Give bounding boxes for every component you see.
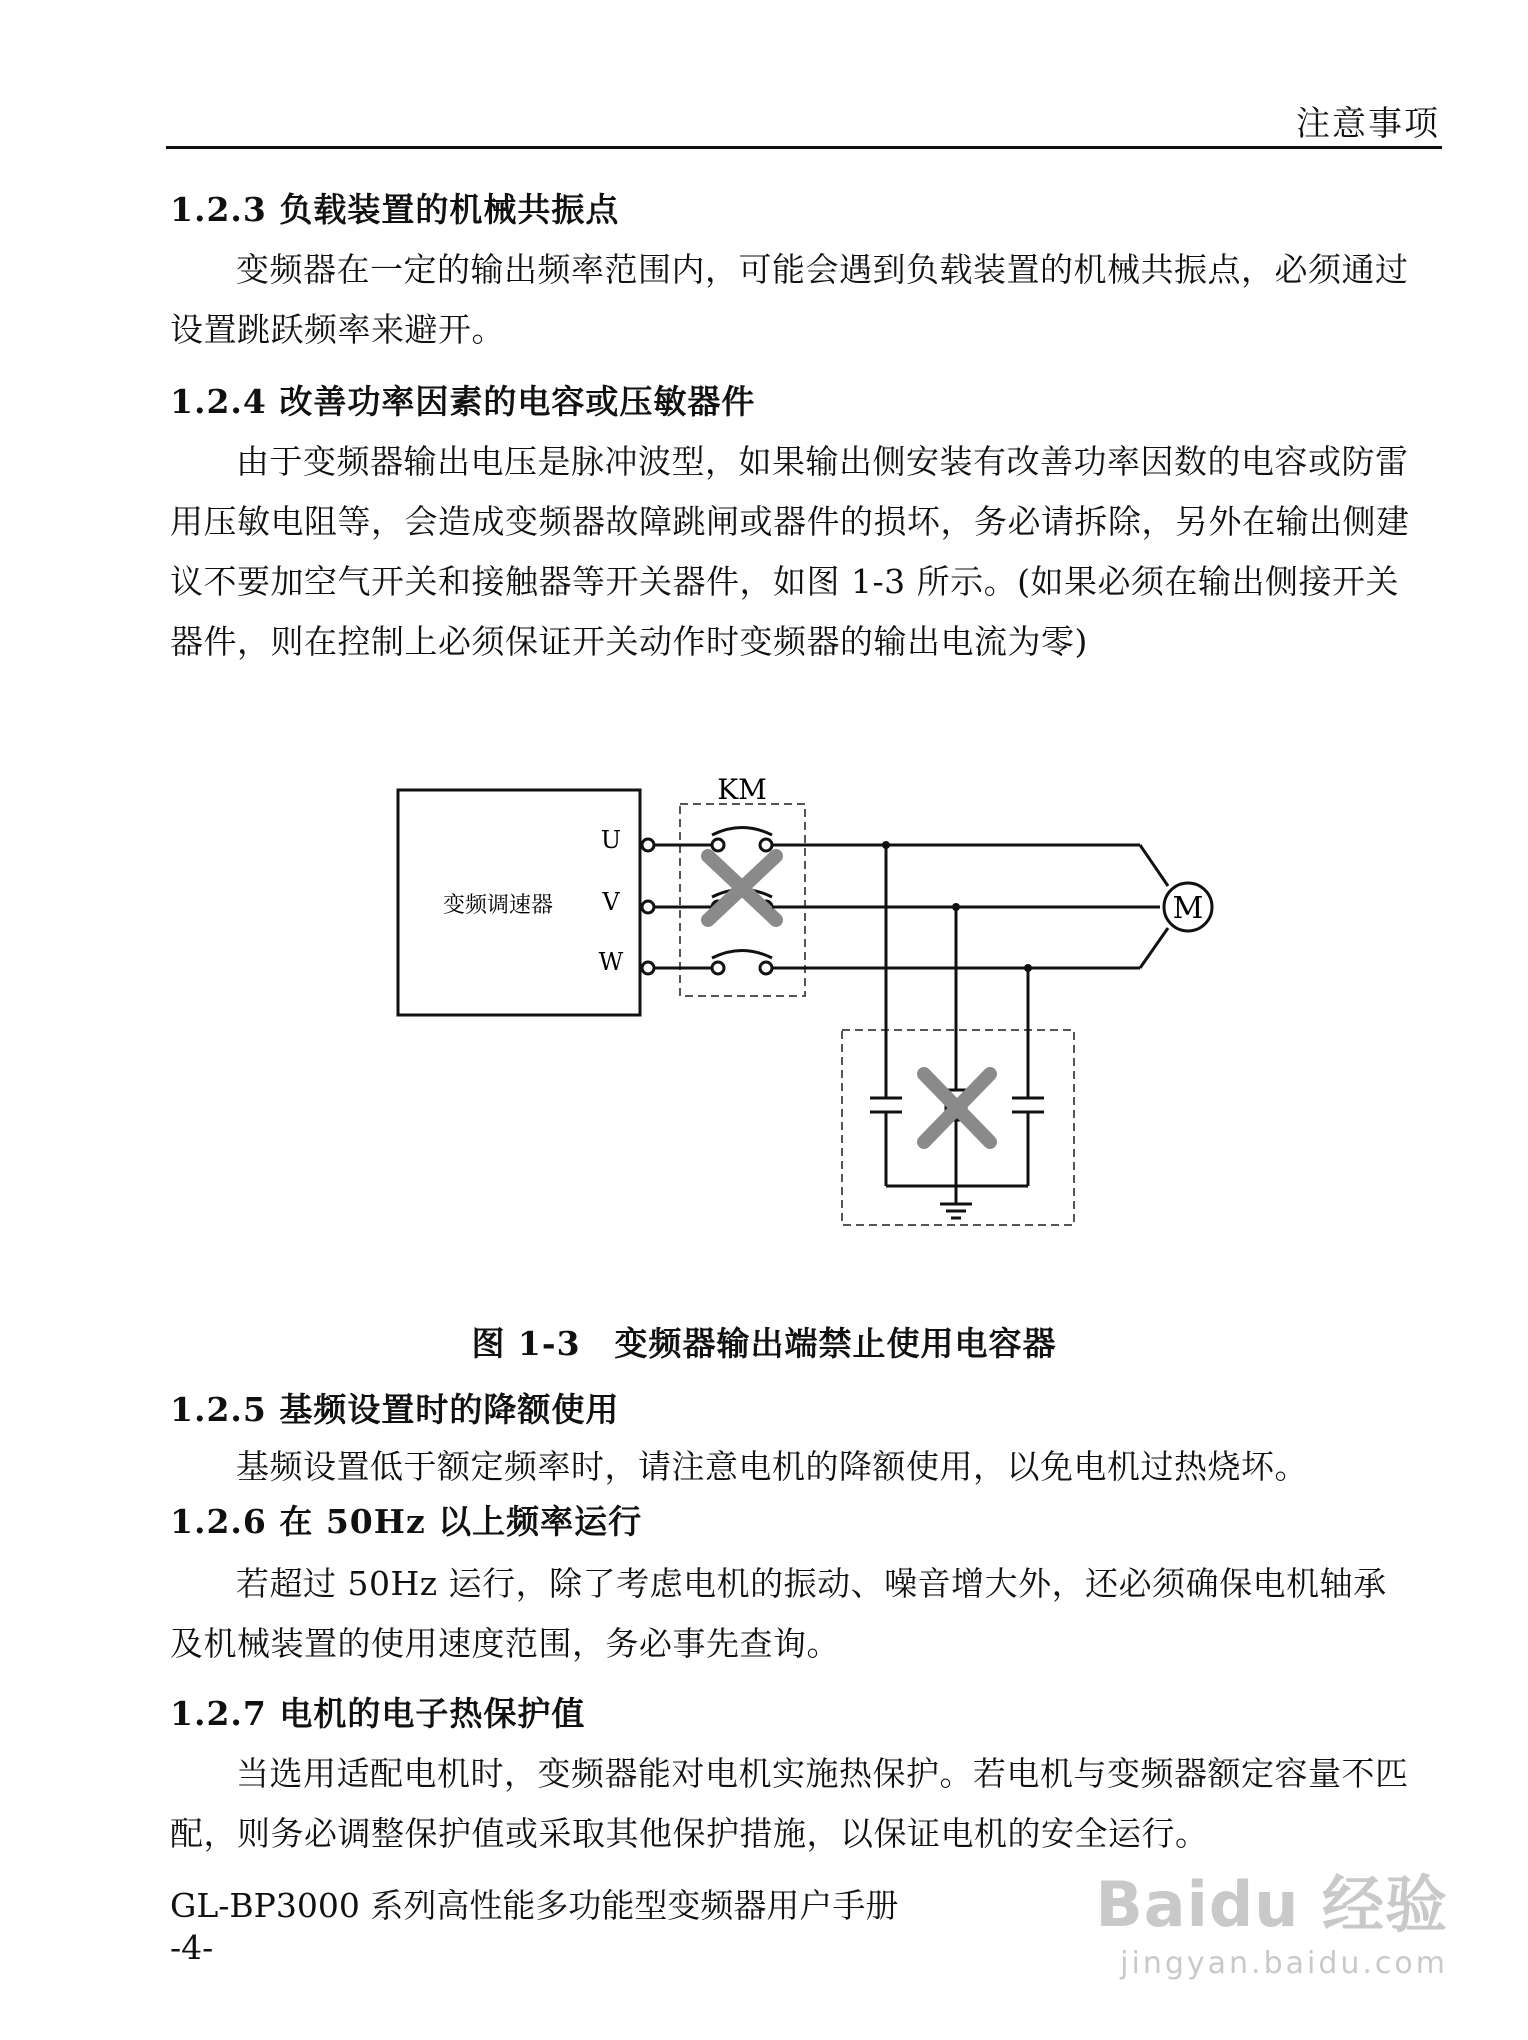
motor-label: M (1172, 891, 1204, 926)
contactor-km-label: KM (717, 773, 767, 806)
watermark-brand: Baidu 经验 (1095, 1868, 1448, 1941)
inverter-label: 变频调速器 (442, 893, 554, 918)
terminal-u-label: U (600, 826, 622, 854)
section-body-1-2-5: 基频设置低于额定频率时，请注意电机的降额使用，以免电机过热烧坏。 (236, 1447, 1308, 1486)
header-divider (166, 146, 1442, 149)
section-heading-1-2-6: 1.2.6 在 50Hz 以上频率运行 (170, 1502, 643, 1541)
section-heading-1-2-5: 1.2.5 基频设置时的降额使用 (170, 1390, 620, 1429)
footer-page-number: -4- (170, 1928, 214, 1967)
section-heading-1-2-4: 1.2.4 改善功率因素的电容或压敏器件 (170, 382, 756, 421)
page-header-title: 注意事项 (1296, 104, 1440, 144)
section-body-1-2-3: 变频器在一定的输出频率范围内，可能会遇到负载装置的机械共振点，必须通过设置跳跃频率来避开。 (170, 250, 1409, 349)
terminal-v-label: V (602, 888, 620, 916)
contactor-forbidden-mark (708, 856, 776, 920)
baidu-watermark (1096, 1855, 1448, 1981)
capacitor-box (842, 1030, 1074, 1225)
section-heading-1-2-3: 1.2.3 负载装置的机械共振点 (170, 190, 620, 229)
watermark-url: jingyan.baidu.com (1120, 1946, 1448, 1981)
terminal-w-label: W (598, 948, 624, 976)
section-body-1-2-7: 当选用适配电机时，变频器能对电机实施热保护。若电机与变频器额定容量不匹配，则务必调整保护值或采取其他保护措施，以保证电机的安全运行。 (170, 1754, 1409, 1853)
section-body-1-2-4: 由于变频器输出电压是脉冲波型，如果输出侧安装有改善功率因数的电容或防雷用压敏电阻等，会造成变频器故障跳闸或器件的损坏，务必请拆除，另外在输出侧建议不要加空气开关和接触器等开关器件，如图 1-3 所示。(如果必须在输出侧接开关器件，则在控制上必须保证开关动作时变频器的输出电流为零) (170, 442, 1410, 661)
section-heading-1-2-7: 1.2.7 电机的电子热保护值 (170, 1694, 586, 1733)
figure-caption: 图 1-3 变频器输出端禁止使用电容器 (471, 1324, 1057, 1363)
footer-manual-title: GL-BP3000 系列高性能多功能型变频器用户手册 (170, 1886, 899, 1925)
figure-1-3-diagram (380, 760, 1204, 1240)
section-body-1-2-6: 若超过 50Hz 运行，除了考虑电机的振动、噪音增大外，还必须确保电机轴承及机械装置的使用速度范围，务必事先查询。 (170, 1564, 1387, 1663)
